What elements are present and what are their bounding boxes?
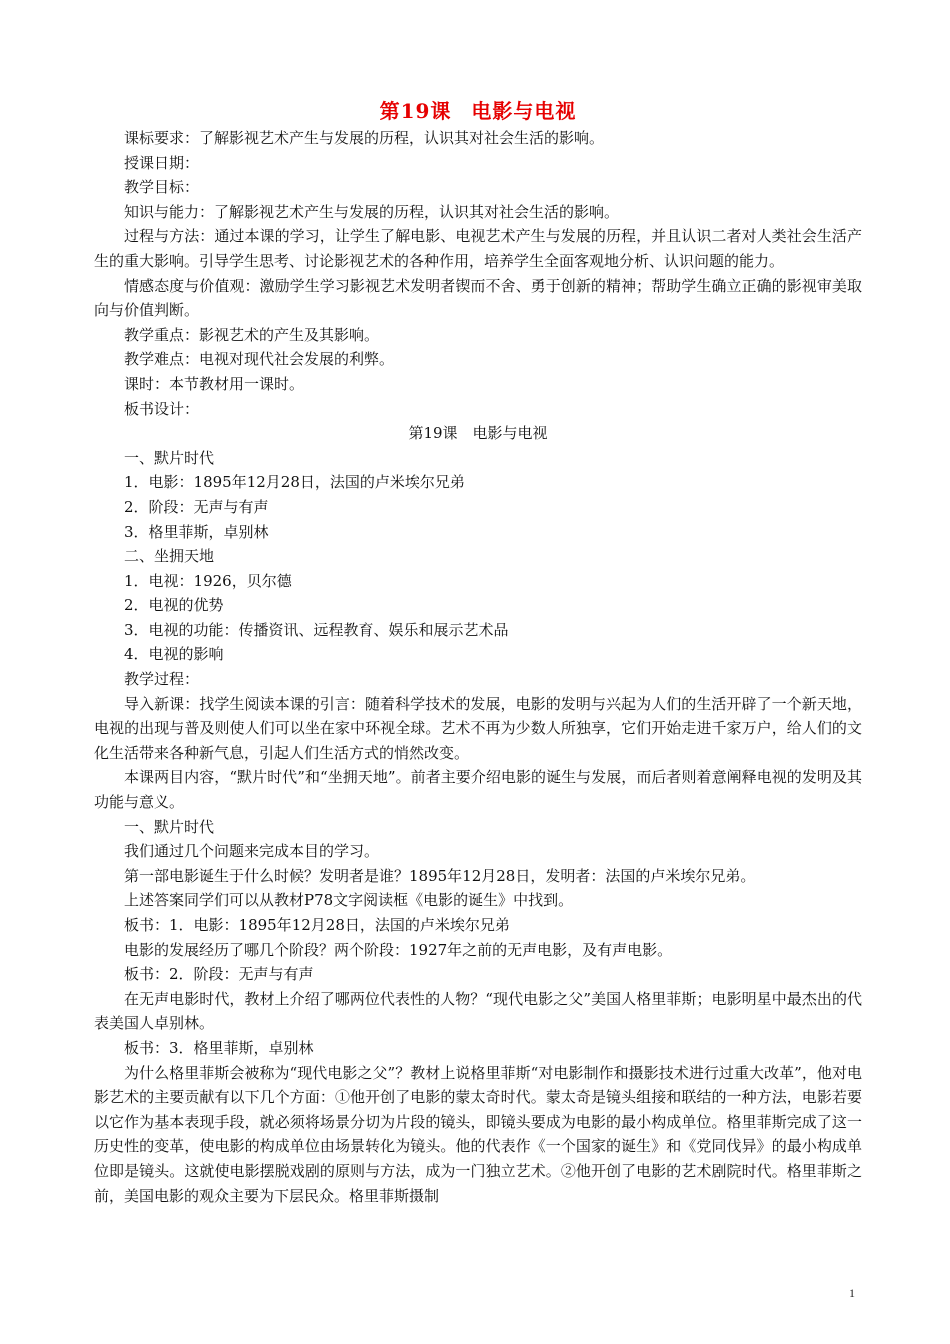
process-paragraph: 电影的发展经历了哪几个阶段？两个阶段：1927年之前的无声电影，及有声电影。 — [124, 940, 673, 959]
process-paragraph: 为什么格里菲斯会被称为“现代电影之父”？教材上说格里菲斯“对电影制作和摄影技术进行过重大改革”，他对电影艺术的主要贡献有以下几个方面：①他开创了电影的蒙太奇时代。蒙太奇是镜头组接和联结的一种方法，电影若要以它作为基本表现手段，就必须将场景分切为片段的镜头，即镜头要成为电影的最小构成单位。格里菲斯完成了这一历史性的变革，使电影的构成单位由场景转化为镜头。他的代表作《一个国家的诞生》和《党同伐异》的最小构成单位即是镜头。这就使电影摆脱戏剧的原则与方法，成为一门独立艺术。②他开创了电影的艺术剧院时代。格里菲斯之前，美国电影的观众主要为下层民众。格里菲斯摄制 — [94, 1063, 862, 1205]
process-paragraph: 本课两目内容，“默片时代”和“坐拥天地”。前者主要介绍电影的诞生与发展，而后者则着意阐释电视的发明及其功能与意义。 — [94, 768, 862, 812]
process-paragraph: 上述答案同学们可以从教材P78文字阅读框《电影的诞生》中找到。 — [124, 891, 574, 910]
board-item: 3．电视的功能：传播资讯、远程教育、娱乐和展示艺术品 — [124, 620, 509, 639]
board-item: 1．电视：1926，贝尔德 — [124, 571, 292, 590]
title-name: 电影与电视 — [471, 99, 577, 123]
teaching-difficulty: 教学难点：电视对现代社会发展的利弊。 — [124, 350, 395, 369]
class-hours: 课时：本节教材用一课时。 — [124, 374, 305, 393]
process-paragraph: 第一部电影诞生于什么时候？发明者是谁？1895年12月28日，发明者：法国的卢米埃尔兄弟。 — [124, 866, 756, 885]
process-paragraph: 导入新课：找学生阅读本课的引言：随着科学技术的发展，电影的发明与兴起为人们的生活开辟了一个新天地，电视的出现与普及则使人们可以坐在家中环视全球。艺术不再为少数人所独享，它们开始走进千家万户，给人们的文化生活带来各种新气息，引起人们生活方式的悄然改变。 — [94, 694, 862, 762]
teaching-goals-heading: 教学目标： — [124, 178, 200, 197]
board-item: 二、坐拥天地 — [124, 547, 215, 566]
process-board-note: 板书：1．电影：1895年12月28日，法国的卢米埃尔兄弟 — [124, 916, 510, 934]
board-item: 1．电影：1895年12月28日，法国的卢米埃尔兄弟 — [124, 473, 465, 492]
board-item: 一、默片时代 — [124, 448, 215, 467]
board-design-heading: 板书设计： — [124, 399, 200, 418]
teaching-focus: 教学重点：影视艺术的产生及其影响。 — [124, 325, 380, 344]
board-title: 第19课 电影与电视 — [408, 424, 548, 443]
curriculum-requirement: 课标要求：了解影视艺术产生与发展的历程，认识其对社会生活的影响。 — [124, 129, 605, 147]
board-item: 2．阶段：无声与有声 — [124, 497, 269, 516]
page-number: 1 — [849, 1286, 855, 1300]
goal-attitude: 情感态度与价值观：激励学生学习影视艺术发明者锲而不舍、勇于创新的精神；帮助学生确立正确的影视审美取向与价值判断。 — [94, 276, 862, 320]
page-title — [94, 96, 862, 126]
process-board-note: 板书：3．格里菲斯，卓别林 — [124, 1038, 314, 1057]
board-item: 2．电视的优势 — [124, 596, 224, 615]
process-section-heading: 一、默片时代 — [124, 817, 215, 836]
goal-knowledge: 知识与能力：了解影视艺术产生与发展的历程，认识其对社会生活的影响。 — [124, 202, 620, 221]
process-board-note: 板书：2．阶段：无声与有声 — [124, 965, 314, 984]
board-item: 3．格里菲斯，卓别林 — [124, 522, 269, 541]
process-heading: 教学过程： — [124, 670, 200, 689]
document-page — [94, 96, 862, 1208]
teaching-date: 授课日期： — [124, 153, 200, 172]
process-paragraph: 我们通过几个问题来完成本目的学习。 — [124, 842, 380, 861]
board-item: 4．电视的影响 — [124, 645, 224, 664]
title-lesson: 第19课 — [379, 99, 452, 123]
process-paragraph: 在无声电影时代，教材上介绍了哪两位代表性的人物？“现代电影之父”美国人格里菲斯；电影明星中最杰出的代表美国人卓别林。 — [94, 989, 862, 1033]
goal-process: 过程与方法：通过本课的学习，让学生了解电影、电视艺术产生与发展的历程，并且认识二者对人类社会生活产生的重大影响。引导学生思考、讨论影视艺术的各种作用，培养学生全面客观地分析、认识问题的能力。 — [94, 227, 862, 270]
